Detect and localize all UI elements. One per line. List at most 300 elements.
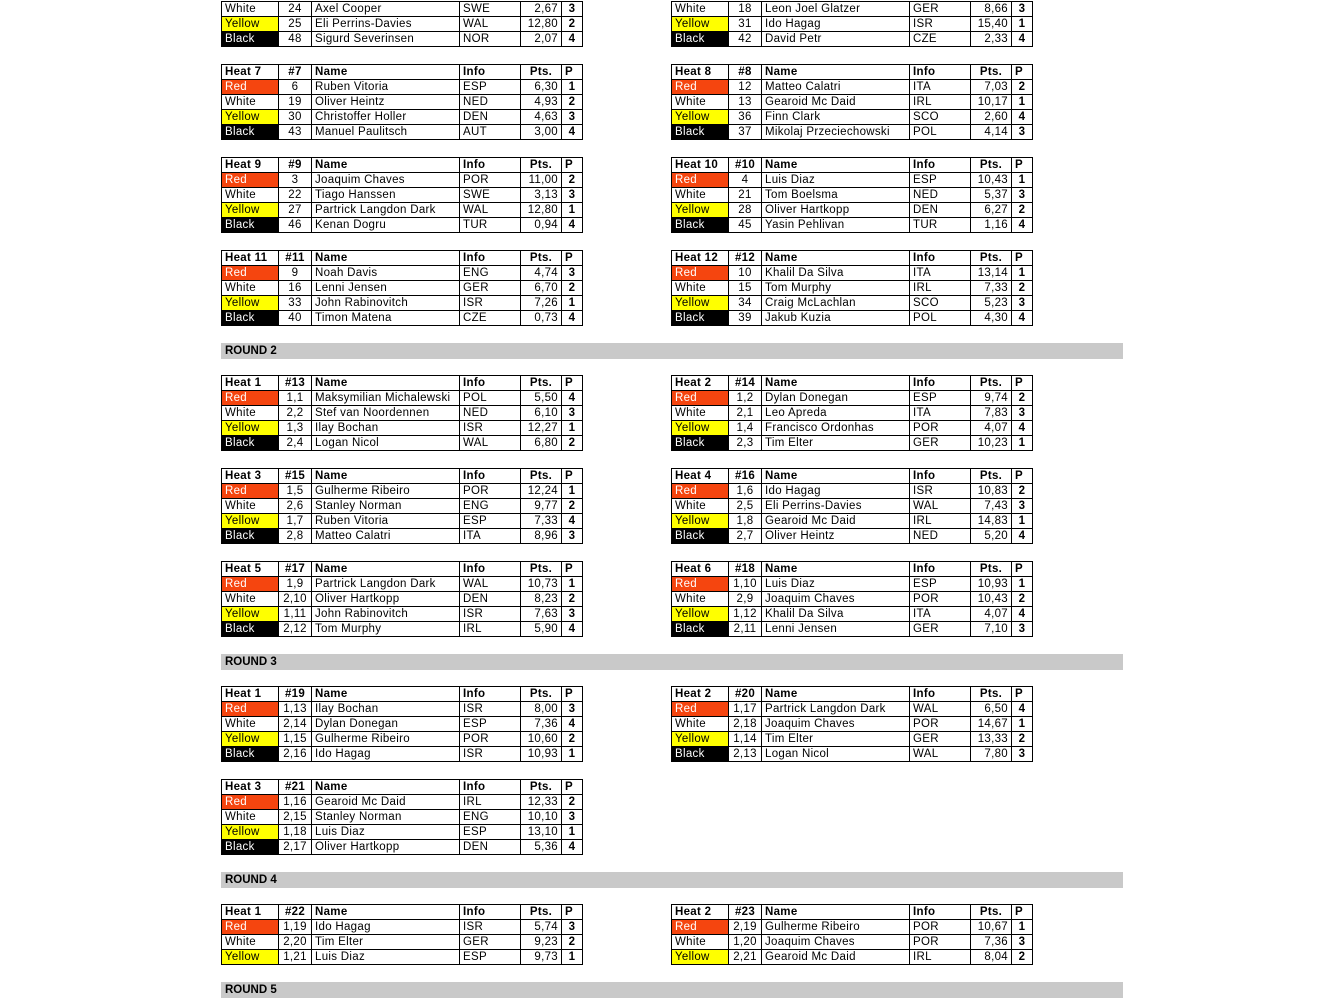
heat-header-row: [222, 687, 583, 702]
nation-code: ESP: [910, 391, 971, 406]
competitor-id: 2,5: [729, 499, 762, 514]
place-value: 2: [562, 436, 583, 451]
heat-number: #14: [729, 376, 762, 391]
competitor-name: Ido Hagag: [762, 17, 910, 32]
info-header: Info: [460, 376, 521, 391]
table-row: [222, 2, 583, 17]
points-header: Pts.: [971, 65, 1012, 80]
table-row: [222, 281, 583, 296]
competitor-id: 1,3: [279, 421, 312, 436]
place-value: 2: [1012, 950, 1033, 965]
place-value: 4: [562, 311, 583, 326]
place-value: 4: [1012, 421, 1033, 436]
info-header: Info: [910, 687, 971, 702]
competitor-id: 46: [279, 218, 312, 233]
nation-code: ISR: [460, 920, 521, 935]
place-value: 3: [562, 810, 583, 825]
name-header: Name: [312, 376, 460, 391]
competitor-id: 2,2: [279, 406, 312, 421]
heat-table: [671, 64, 1033, 140]
table-row: [222, 95, 583, 110]
table-row: [222, 920, 583, 935]
competitor-name: Oliver Hartkopp: [312, 592, 460, 607]
lane-color-cell: Yellow: [672, 17, 729, 32]
points-header: Pts.: [521, 158, 562, 173]
points-value: 10,23: [971, 436, 1012, 451]
nation-code: ENG: [460, 810, 521, 825]
competitor-name: Eli Perrins-Davies: [312, 17, 460, 32]
nation-code: POR: [910, 717, 971, 732]
points-value: 7,36: [971, 935, 1012, 950]
heat-table: [221, 64, 583, 140]
name-header: Name: [312, 687, 460, 702]
points-header: Pts.: [971, 251, 1012, 266]
heat-number: #22: [279, 905, 312, 920]
points-value: 3,13: [521, 188, 562, 203]
table-row: [672, 499, 1033, 514]
info-header: Info: [910, 158, 971, 173]
nation-code: SWE: [460, 188, 521, 203]
nation-code: WAL: [460, 17, 521, 32]
points-value: 10,17: [971, 95, 1012, 110]
competitor-id: 31: [729, 17, 762, 32]
name-header: Name: [312, 251, 460, 266]
competitor-id: 28: [729, 203, 762, 218]
points-header: Pts.: [971, 158, 1012, 173]
place-header: P: [1012, 562, 1033, 577]
name-header: Name: [312, 158, 460, 173]
lane-color-cell: Red: [222, 80, 279, 95]
competitor-name: Eli Perrins-Davies: [762, 499, 910, 514]
table-row: [222, 607, 583, 622]
place-value: 3: [562, 2, 583, 17]
table-row: [672, 950, 1033, 965]
lane-color-cell: White: [672, 2, 729, 17]
competitor-name: Logan Nicol: [312, 436, 460, 451]
heat-header-row: [672, 251, 1033, 266]
nation-code: ISR: [460, 607, 521, 622]
place-value: 2: [1012, 391, 1033, 406]
place-value: 3: [1012, 499, 1033, 514]
heat-header-row: [222, 905, 583, 920]
competitor-id: 48: [279, 32, 312, 47]
nation-code: ESP: [910, 577, 971, 592]
nation-code: POR: [910, 935, 971, 950]
nation-code: WAL: [460, 203, 521, 218]
competitor-name: Gearoid Mc Daid: [762, 950, 910, 965]
lane-color-cell: Yellow: [672, 950, 729, 965]
place-value: 1: [1012, 436, 1033, 451]
lane-color-cell: Red: [672, 484, 729, 499]
nation-code: IRL: [910, 95, 971, 110]
competitor-name: Gearoid Mc Daid: [312, 795, 460, 810]
nation-code: WAL: [460, 436, 521, 451]
heat-number: #16: [729, 469, 762, 484]
competitor-name: Craig McLachlan: [762, 296, 910, 311]
nation-code: ISR: [910, 17, 971, 32]
heat-table: [671, 561, 1033, 637]
competitor-name: Tim Elter: [312, 935, 460, 950]
competitor-id: 2,10: [279, 592, 312, 607]
place-value: 2: [562, 17, 583, 32]
lane-color-cell: Red: [222, 173, 279, 188]
place-header: P: [1012, 469, 1033, 484]
table-row: [222, 218, 583, 233]
competitor-name: Timon Matena: [312, 311, 460, 326]
heat-label: Heat 1: [222, 905, 279, 920]
table-row: [672, 747, 1033, 762]
points-value: 5,74: [521, 920, 562, 935]
table-row: [222, 406, 583, 421]
competitor-name: Lenni Jensen: [312, 281, 460, 296]
competitor-id: 19: [279, 95, 312, 110]
heat-label: Heat 8: [672, 65, 729, 80]
table-row: [672, 622, 1033, 637]
nation-code: DEN: [910, 203, 971, 218]
nation-code: WAL: [910, 702, 971, 717]
table-row: [222, 592, 583, 607]
table-row: [672, 406, 1033, 421]
heat-header-row: [672, 65, 1033, 80]
points-value: 0,94: [521, 218, 562, 233]
table-row: [672, 311, 1033, 326]
table-row: [222, 795, 583, 810]
competitor-id: 1,16: [279, 795, 312, 810]
competitor-id: 2,3: [729, 436, 762, 451]
competitor-name: Jakub Kuzia: [762, 311, 910, 326]
round-4-bar: ROUND 4: [221, 872, 1123, 888]
lane-color-cell: Black: [672, 218, 729, 233]
points-value: 9,73: [521, 950, 562, 965]
lane-color-cell: Yellow: [672, 296, 729, 311]
competitor-id: 24: [279, 2, 312, 17]
competitor-id: 1,14: [729, 732, 762, 747]
points-header: Pts.: [971, 376, 1012, 391]
nation-code: IRL: [460, 622, 521, 637]
points-value: 10,10: [521, 810, 562, 825]
heat-label: Heat 5: [222, 562, 279, 577]
competitor-name: Joaquim Chaves: [762, 717, 910, 732]
table-row: [222, 125, 583, 140]
lane-color-cell: Yellow: [222, 732, 279, 747]
points-header: Pts.: [971, 469, 1012, 484]
place-header: P: [562, 251, 583, 266]
lane-color-cell: Black: [222, 747, 279, 762]
place-value: 3: [1012, 935, 1033, 950]
place-value: 4: [1012, 607, 1033, 622]
heat-header-row: [672, 687, 1033, 702]
points-value: 0,73: [521, 311, 562, 326]
place-value: 1: [1012, 173, 1033, 188]
lane-color-cell: White: [222, 935, 279, 950]
competitor-name: Luis Diaz: [762, 173, 910, 188]
nation-code: GER: [460, 935, 521, 950]
competitor-id: 2,15: [279, 810, 312, 825]
points-value: 12,27: [521, 421, 562, 436]
competitor-id: 2,17: [279, 840, 312, 855]
place-value: 2: [1012, 732, 1033, 747]
info-header: Info: [460, 562, 521, 577]
competitor-id: 2,8: [279, 529, 312, 544]
info-header: Info: [460, 65, 521, 80]
lane-color-cell: White: [222, 810, 279, 825]
lane-color-cell: Yellow: [672, 110, 729, 125]
place-header: P: [562, 780, 583, 795]
info-header: Info: [460, 251, 521, 266]
lane-color-cell: Black: [222, 622, 279, 637]
competitor-name: Khalil Da Silva: [762, 266, 910, 281]
points-value: 6,50: [971, 702, 1012, 717]
nation-code: IRL: [460, 795, 521, 810]
points-value: 12,24: [521, 484, 562, 499]
place-value: 1: [562, 577, 583, 592]
lane-color-cell: White: [222, 2, 279, 17]
nation-code: ESP: [910, 173, 971, 188]
competitor-id: 33: [279, 296, 312, 311]
points-value: 6,10: [521, 406, 562, 421]
lane-color-cell: Red: [222, 920, 279, 935]
name-header: Name: [762, 905, 910, 920]
place-header: P: [1012, 905, 1033, 920]
heat-header-row: [672, 562, 1033, 577]
place-header: P: [1012, 158, 1033, 173]
nation-code: WAL: [910, 499, 971, 514]
competitor-id: 2,16: [279, 747, 312, 762]
competitor-id: 1,8: [729, 514, 762, 529]
place-value: 1: [1012, 920, 1033, 935]
place-value: 4: [562, 391, 583, 406]
points-value: 7,63: [521, 607, 562, 622]
table-row: [222, 950, 583, 965]
nation-code: NED: [910, 529, 971, 544]
points-value: 7,26: [521, 296, 562, 311]
nation-code: POR: [460, 484, 521, 499]
place-value: 1: [562, 484, 583, 499]
lane-color-cell: Black: [672, 125, 729, 140]
place-value: 1: [562, 421, 583, 436]
nation-code: NED: [460, 406, 521, 421]
table-row: [672, 17, 1033, 32]
lane-color-cell: White: [222, 406, 279, 421]
points-value: 4,14: [971, 125, 1012, 140]
points-value: 15,40: [971, 17, 1012, 32]
lane-color-cell: White: [222, 95, 279, 110]
points-value: 5,37: [971, 188, 1012, 203]
place-header: P: [1012, 251, 1033, 266]
competitor-id: 2,11: [729, 622, 762, 637]
points-value: 5,90: [521, 622, 562, 637]
competitor-name: Sigurd Severinsen: [312, 32, 460, 47]
table-row: [222, 514, 583, 529]
competitor-id: 1,17: [729, 702, 762, 717]
competitor-id: 1,18: [279, 825, 312, 840]
table-row: [222, 825, 583, 840]
table-row: [672, 935, 1033, 950]
table-row: [222, 499, 583, 514]
nation-code: DEN: [460, 840, 521, 855]
nation-code: ISR: [460, 702, 521, 717]
place-value: 4: [562, 514, 583, 529]
competitor-name: Partrick Langdon Dark: [312, 203, 460, 218]
lane-color-cell: White: [672, 406, 729, 421]
competitor-name: Stef van Noordennen: [312, 406, 460, 421]
competitor-name: Gulherme Ribeiro: [312, 484, 460, 499]
points-header: Pts.: [521, 562, 562, 577]
place-value: 4: [562, 717, 583, 732]
table-row: [222, 173, 583, 188]
heat-table: [221, 250, 583, 326]
heat-label: Heat 12: [672, 251, 729, 266]
competitor-name: Lenni Jensen: [762, 622, 910, 637]
competitor-id: 2,21: [729, 950, 762, 965]
table-row: [672, 296, 1033, 311]
competitor-id: 10: [729, 266, 762, 281]
points-value: 9,77: [521, 499, 562, 514]
points-value: 8,04: [971, 950, 1012, 965]
name-header: Name: [762, 562, 910, 577]
heat-header-row: [222, 158, 583, 173]
round-5-bar: ROUND 5: [221, 982, 1123, 998]
nation-code: ITA: [910, 266, 971, 281]
name-header: Name: [762, 158, 910, 173]
lane-color-cell: Yellow: [222, 421, 279, 436]
points-value: 10,73: [521, 577, 562, 592]
points-value: 7,33: [971, 281, 1012, 296]
competitor-id: 27: [279, 203, 312, 218]
place-value: 4: [562, 218, 583, 233]
info-header: Info: [460, 780, 521, 795]
points-value: 10,93: [521, 747, 562, 762]
heat-header-row: [222, 376, 583, 391]
nation-code: TUR: [460, 218, 521, 233]
points-value: 8,96: [521, 529, 562, 544]
heat-table: [221, 157, 583, 233]
heat-label: Heat 3: [222, 469, 279, 484]
nation-code: POR: [910, 421, 971, 436]
competitor-id: 1,11: [279, 607, 312, 622]
competitor-id: 1,7: [279, 514, 312, 529]
competitor-id: 30: [279, 110, 312, 125]
table-row: [222, 421, 583, 436]
place-value: 4: [1012, 311, 1033, 326]
competitor-name: Oliver Hartkopp: [762, 203, 910, 218]
table-row: [222, 935, 583, 950]
competitor-name: Kenan Dogru: [312, 218, 460, 233]
lane-color-cell: Yellow: [672, 514, 729, 529]
lane-color-cell: White: [672, 281, 729, 296]
points-value: 7,33: [521, 514, 562, 529]
nation-code: POR: [460, 732, 521, 747]
lane-color-cell: Red: [222, 577, 279, 592]
lane-color-cell: Red: [672, 173, 729, 188]
table-row: [672, 702, 1033, 717]
competitor-name: Oliver Heintz: [762, 529, 910, 544]
points-value: 12,80: [521, 203, 562, 218]
competitor-id: 45: [729, 218, 762, 233]
place-header: P: [562, 469, 583, 484]
lane-color-cell: Black: [222, 125, 279, 140]
competitor-id: 1,13: [279, 702, 312, 717]
table-row: [222, 529, 583, 544]
competitor-name: Tim Elter: [762, 436, 910, 451]
competitor-id: 2,12: [279, 622, 312, 637]
lane-color-cell: Red: [222, 484, 279, 499]
competitor-name: Tom Boelsma: [762, 188, 910, 203]
heat-header-row: [222, 562, 583, 577]
nation-code: POL: [460, 391, 521, 406]
table-row: [222, 266, 583, 281]
place-value: 2: [562, 592, 583, 607]
place-value: 2: [562, 935, 583, 950]
competitor-id: 2,6: [279, 499, 312, 514]
place-value: 2: [562, 95, 583, 110]
competitor-id: 2,4: [279, 436, 312, 451]
table-row: [222, 32, 583, 47]
nation-code: WAL: [460, 577, 521, 592]
lane-color-cell: Black: [672, 529, 729, 544]
points-value: 7,43: [971, 499, 1012, 514]
nation-code: AUT: [460, 125, 521, 140]
place-value: 2: [562, 499, 583, 514]
lane-color-cell: Red: [222, 795, 279, 810]
place-value: 4: [562, 125, 583, 140]
points-value: 8,66: [971, 2, 1012, 17]
competitor-id: 12: [729, 80, 762, 95]
place-value: 2: [1012, 80, 1033, 95]
points-value: 6,70: [521, 281, 562, 296]
points-value: 6,30: [521, 80, 562, 95]
round-2-bar: ROUND 2: [221, 343, 1123, 359]
competitor-name: Tiago Hanssen: [312, 188, 460, 203]
points-value: 8,00: [521, 702, 562, 717]
table-row: [222, 840, 583, 855]
points-value: 6,27: [971, 203, 1012, 218]
table-row: [672, 95, 1033, 110]
competitor-name: Khalil Da Silva: [762, 607, 910, 622]
competitor-id: 6: [279, 80, 312, 95]
name-header: Name: [762, 376, 910, 391]
points-value: 2,07: [521, 32, 562, 47]
heat-label: Heat 1: [222, 687, 279, 702]
table-row: [222, 80, 583, 95]
lane-color-cell: White: [672, 935, 729, 950]
points-header: Pts.: [971, 562, 1012, 577]
heat-table: [671, 686, 1033, 762]
heat-table: [671, 250, 1033, 326]
points-header: Pts.: [971, 687, 1012, 702]
nation-code: GER: [910, 2, 971, 17]
nation-code: CZE: [460, 311, 521, 326]
nation-code: POR: [910, 920, 971, 935]
points-value: 11,00: [521, 173, 562, 188]
points-value: 12,33: [521, 795, 562, 810]
points-value: 3,00: [521, 125, 562, 140]
table-row: [672, 514, 1033, 529]
place-value: 2: [1012, 203, 1033, 218]
competitor-name: Ido Hagag: [312, 920, 460, 935]
heat-table: [671, 375, 1033, 451]
competitor-id: 1,9: [279, 577, 312, 592]
table-row: [222, 296, 583, 311]
table-row: [222, 622, 583, 637]
place-header: P: [1012, 376, 1033, 391]
nation-code: SCO: [910, 296, 971, 311]
place-value: 1: [1012, 17, 1033, 32]
place-value: 3: [562, 702, 583, 717]
heat-header-row: [672, 376, 1033, 391]
lane-color-cell: White: [672, 499, 729, 514]
place-value: 1: [562, 203, 583, 218]
